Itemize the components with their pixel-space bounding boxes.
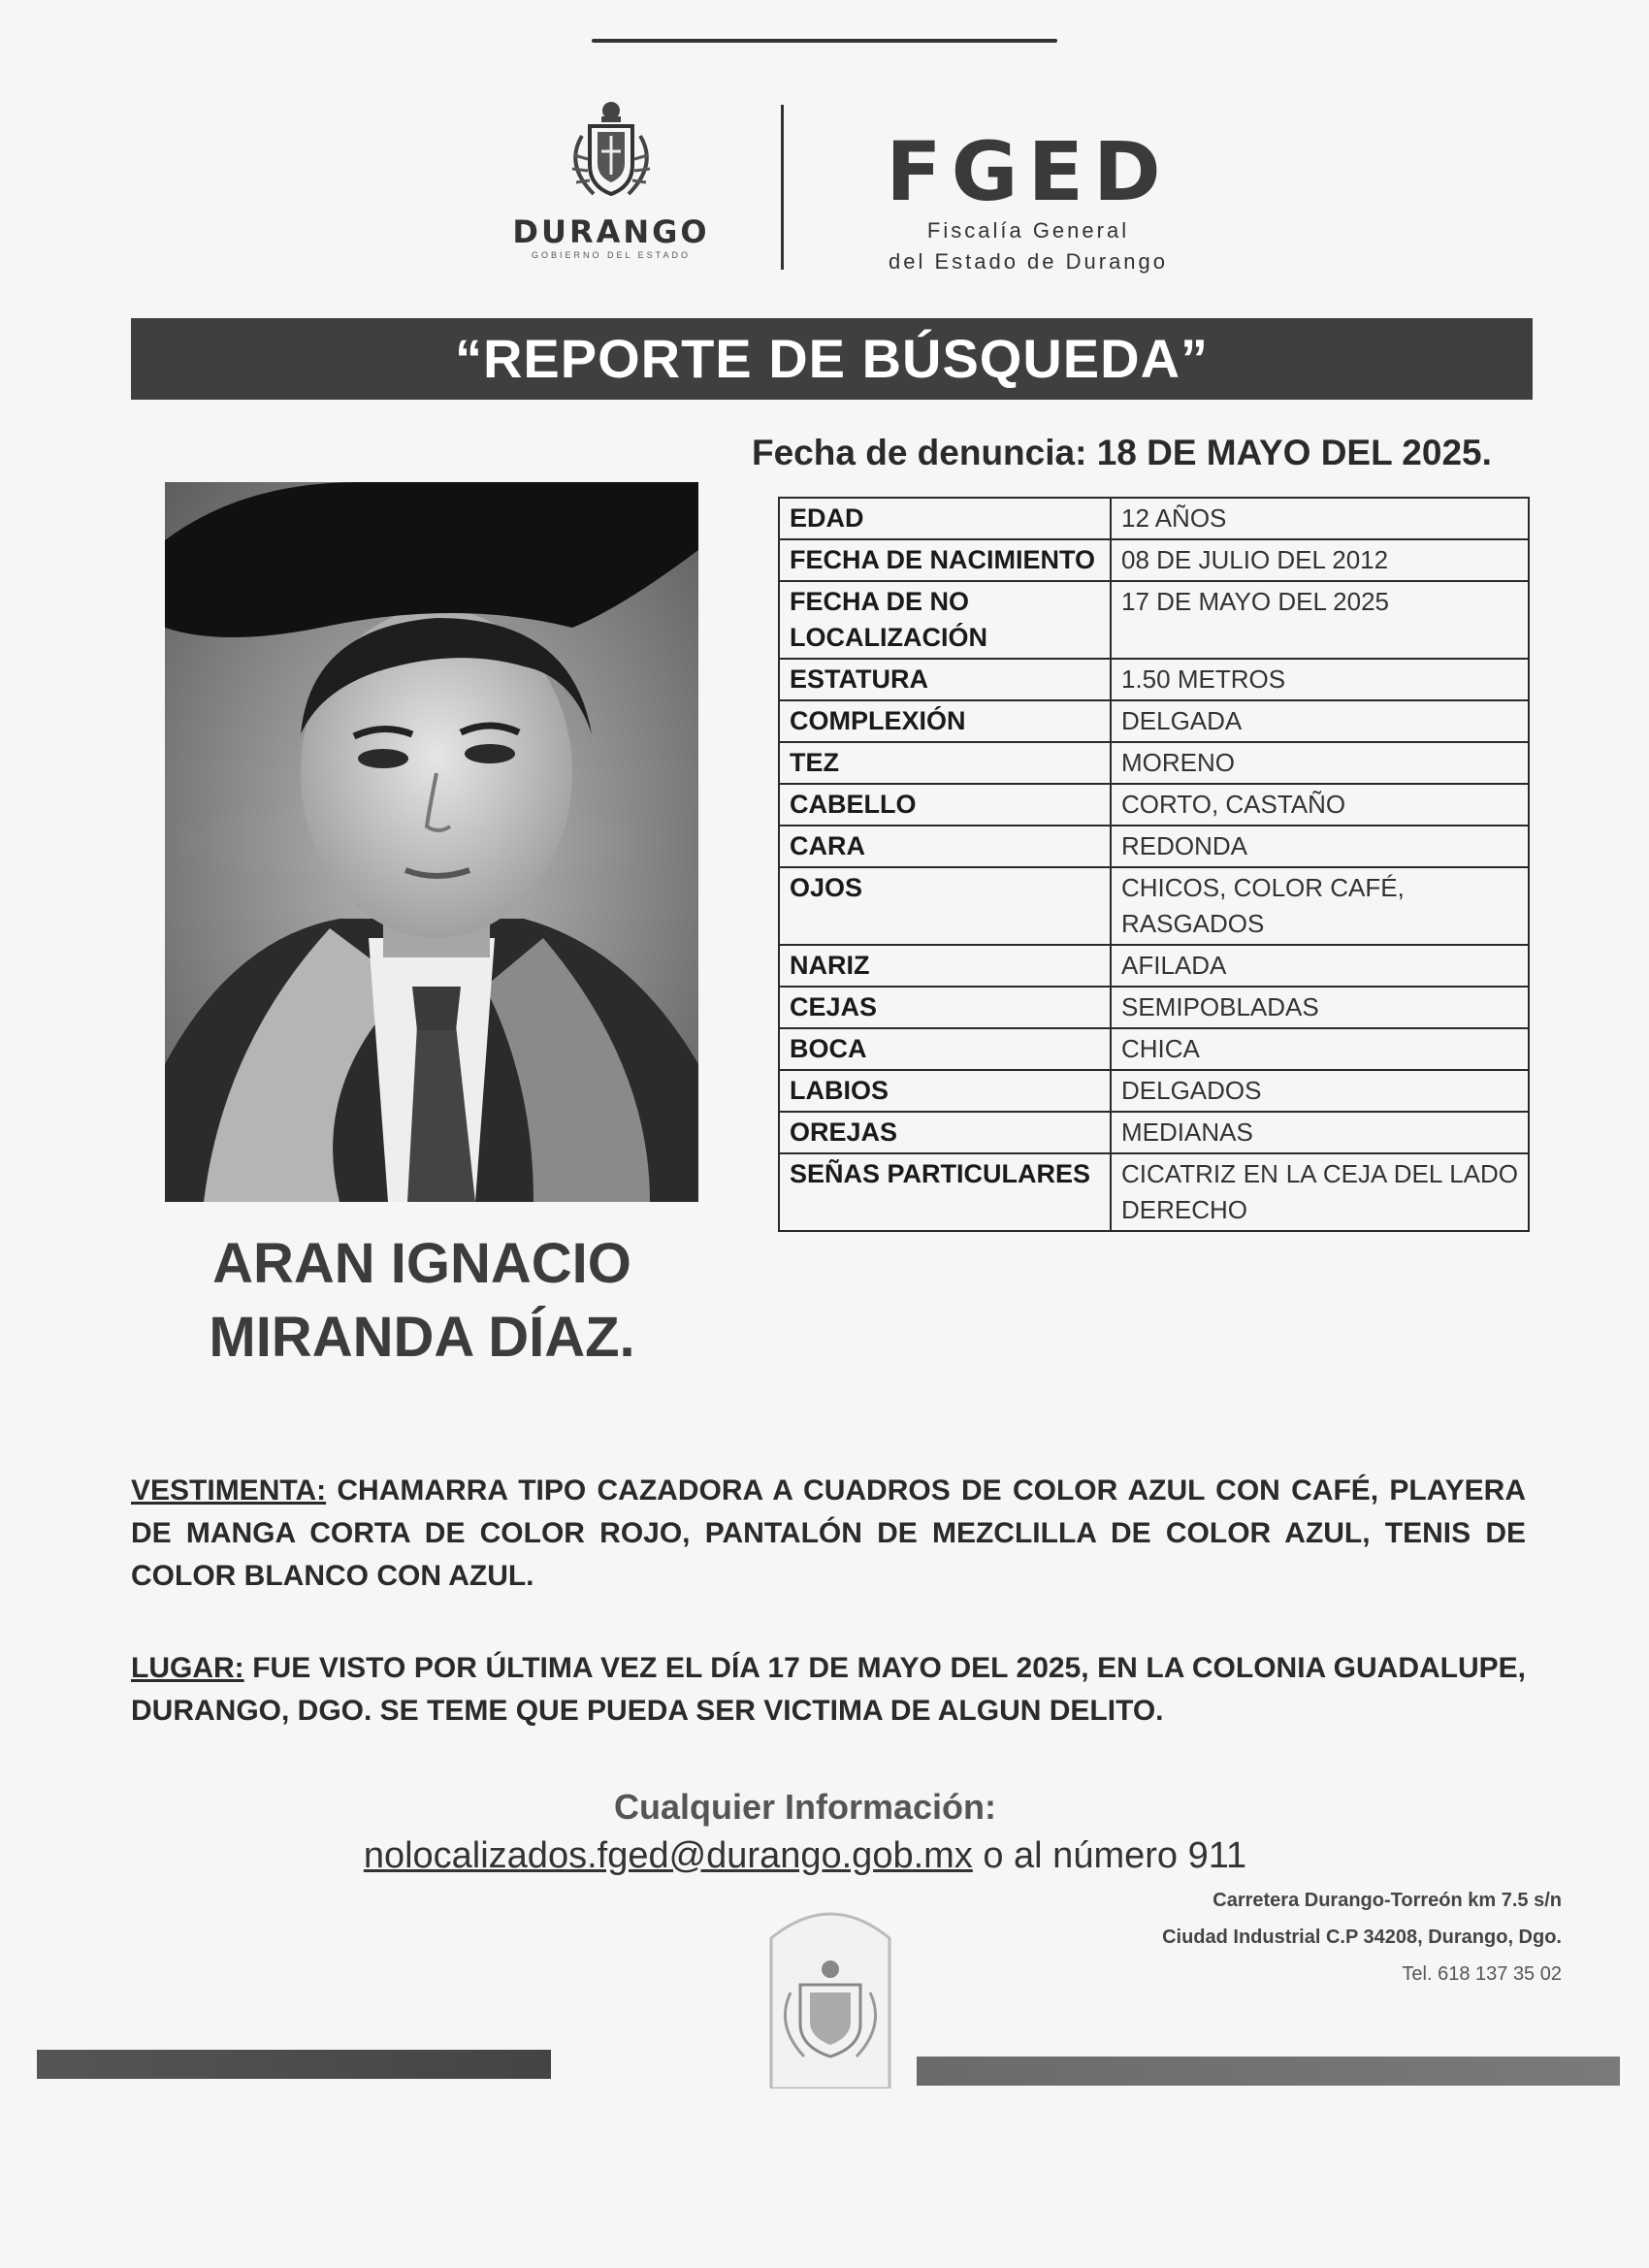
detail-label: FECHA DE NACIMIENTO <box>779 539 1111 581</box>
detail-value: 1.50 METROS <box>1111 659 1529 700</box>
detail-label: COMPLEXIÓN <box>779 700 1111 742</box>
table-row <box>779 581 1529 659</box>
detail-value: REDONDA <box>1111 826 1529 867</box>
person-photo <box>165 482 698 1202</box>
detail-value: 17 DE MAYO DEL 2025 <box>1111 581 1529 659</box>
durango-logo-text: DURANGO <box>512 213 710 250</box>
detail-label: CABELLO <box>779 784 1111 826</box>
lugar-paragraph <box>131 1647 1526 1733</box>
detail-label: OJOS <box>779 867 1111 945</box>
durango-logo <box>456 97 766 281</box>
table-row <box>779 539 1529 581</box>
lugar-text: FUE VISTO POR ÚLTIMA VEZ EL DÍA 17 DE MAYO DEL 2025, EN LA COLONIA GUADALUPE, DURANGO, DGO. SE TEME QUE PUEDA SER VICTIMA DE ALGUN DELITO. <box>131 1652 1526 1727</box>
table-row <box>779 498 1529 539</box>
detail-label: BOCA <box>779 1028 1111 1070</box>
table-row <box>779 1112 1529 1153</box>
person-name <box>136 1227 708 1375</box>
address-line2: Ciudad Industrial C.P 34208, Durango, Dgo. <box>1162 1927 1562 1948</box>
details-table <box>778 497 1530 1232</box>
fged-logo <box>844 124 1212 275</box>
fged-acronym: FGED <box>886 124 1171 219</box>
fged-line1: Fiscalía General <box>926 218 1130 243</box>
detail-value: CICATRIZ EN LA CEJA DEL LADO DERECHO <box>1111 1153 1529 1231</box>
person-photo-graphic <box>165 482 698 1202</box>
table-row <box>779 742 1529 784</box>
table-row <box>779 700 1529 742</box>
top-rule <box>592 39 1057 43</box>
table-row <box>779 826 1529 867</box>
detail-value: 08 DE JULIO DEL 2012 <box>1111 539 1529 581</box>
contact-email-link[interactable]: nolocalizados.fged@durango.gob.mx <box>363 1835 973 1876</box>
detail-value: AFILADA <box>1111 945 1529 987</box>
table-row <box>779 1153 1529 1231</box>
table-row <box>779 1028 1529 1070</box>
person-name-line2: MIRANDA DÍAZ. <box>209 1306 635 1369</box>
table-row <box>779 867 1529 945</box>
fecha-denuncia: Fecha de denuncia: 18 DE MAYO DEL 2025. <box>752 433 1492 472</box>
person-name-line1: ARAN IGNACIO <box>212 1232 631 1295</box>
table-row <box>779 1070 1529 1112</box>
detail-label: OREJAS <box>779 1112 1111 1153</box>
lugar-label: LUGAR: <box>131 1652 244 1684</box>
table-row <box>779 659 1529 700</box>
detail-value: CHICOS, COLOR CAFÉ, RASGADOS <box>1111 867 1529 945</box>
detail-value: MORENO <box>1111 742 1529 784</box>
detail-label: SEÑAS PARTICULARES <box>779 1153 1111 1231</box>
contact-line <box>330 1835 1280 1877</box>
detail-label: EDAD <box>779 498 1111 539</box>
report-title: “REPORTE DE BÚSQUEDA” <box>131 318 1533 400</box>
detail-label: CARA <box>779 826 1111 867</box>
table-row <box>779 784 1529 826</box>
header-divider <box>781 105 784 270</box>
address-phone: Tel. 618 137 35 02 <box>1402 1963 1562 1985</box>
footer-bar-left <box>37 2050 551 2079</box>
address-line1: Carretera Durango-Torreón km 7.5 s/n <box>1212 1890 1562 1911</box>
detail-label: ESTATURA <box>779 659 1111 700</box>
detail-label: FECHA DE NO LOCALIZACIÓN <box>779 581 1111 659</box>
footer-bar-right <box>917 2057 1620 2086</box>
vestimenta-text: CHAMARRA TIPO CAZADORA A CUADROS DE COLOR AZUL CON CAFÉ, PLAYERA DE MANGA CORTA DE COLOR ROJO, PANTALÓN DE MEZCLILLA DE COLOR AZUL, TENIS DE COLOR BLANCO CON AZUL. <box>131 1474 1526 1592</box>
vestimenta-label: VESTIMENTA: <box>131 1474 327 1507</box>
table-row <box>779 945 1529 987</box>
contact-heading: Cualquier Información: <box>613 1787 997 1827</box>
detail-value: MEDIANAS <box>1111 1112 1529 1153</box>
vestimenta-paragraph <box>131 1470 1526 1598</box>
durango-logo-subtext: GOBIERNO DEL ESTADO <box>531 250 692 260</box>
detail-value: 12 AÑOS <box>1111 498 1529 539</box>
detail-value: CORTO, CASTAÑO <box>1111 784 1529 826</box>
detail-value: DELGADA <box>1111 700 1529 742</box>
fged-line2: del Estado de Durango <box>888 249 1169 274</box>
detail-value: SEMIPOBLADAS <box>1111 987 1529 1028</box>
detail-label: LABIOS <box>779 1070 1111 1112</box>
detail-value: CHICA <box>1111 1028 1529 1070</box>
contact-phone-text: o al número 911 <box>972 1835 1247 1876</box>
detail-value: DELGADOS <box>1111 1070 1529 1112</box>
durango-crest-icon <box>553 97 669 204</box>
detail-label: TEZ <box>779 742 1111 784</box>
detail-label: NARIZ <box>779 945 1111 987</box>
fged-seal-icon <box>752 1899 909 2089</box>
table-row <box>779 987 1529 1028</box>
detail-label: CEJAS <box>779 987 1111 1028</box>
